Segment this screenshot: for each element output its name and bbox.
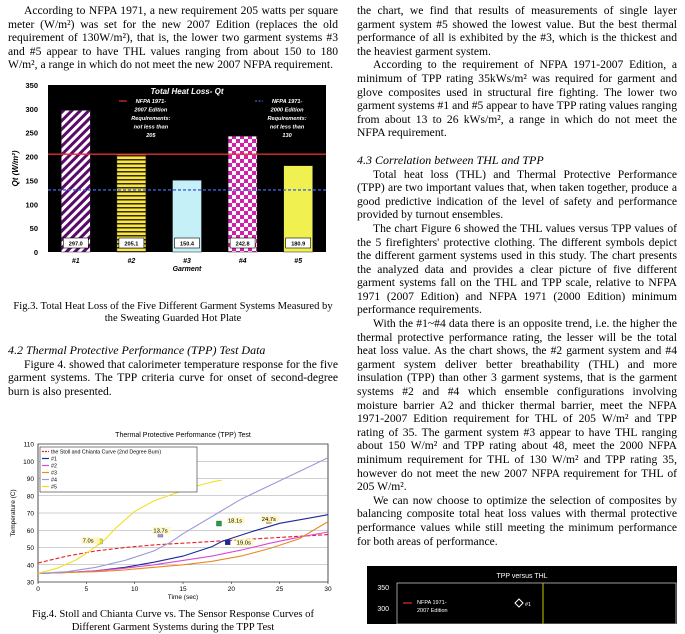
category-label: #1 (71, 257, 80, 265)
chart-title: Total Heat Loss- Qt (150, 86, 224, 96)
y-tick-label: 350 (377, 585, 389, 592)
y-tick-label: 50 (29, 224, 38, 234)
y-axis-label: Qt (W/m²) (11, 150, 20, 187)
value-label: 180.9 (291, 241, 306, 248)
y-tick-label: 200 (25, 152, 38, 162)
y-tick-label: 300 (25, 104, 38, 114)
chart-title: Thermal Protective Performance (TPP) Test (115, 432, 251, 440)
right-paragraph-3: Total heat loss (THL) and Thermal Protective Performance (TPP) are two important values that, when taken together, produce a good predictive indication of the level of safety and performance provided by turnout ensembles. (357, 167, 677, 222)
reference-legend-text: 2000 Edition (270, 107, 304, 114)
fig4-caption-1: Fig.4. Stoll and Chianta Curve vs. The Sensor Response Curves of (32, 609, 314, 621)
legend-entry: NFPA 1971- (417, 600, 447, 606)
bar-2 (117, 154, 146, 252)
right-paragraph-6: We can now choose to optimize the selection of composites by balancing composite total heat loss values with thermal protective performance values while still meeting the minimum performance for both areas of performance. (357, 493, 677, 548)
annotation-label: 19.0s (236, 540, 251, 547)
fig3-caption: Fig.3. Total Heat Loss of the Five Different Garment Systems Measured by the Sweating Guarded Hot Plate (13, 300, 333, 325)
reference-legend-text: 130 (282, 132, 292, 139)
x-tick-label: 30 (324, 586, 332, 594)
symbol-label: #1 (525, 602, 532, 608)
left-column (8, 4, 338, 634)
legend-entry: 2007 Edition (417, 608, 448, 614)
y-tick-label: 70 (26, 510, 34, 518)
chart-title: TPP versus THL (496, 573, 548, 580)
x-axis-label: Time (sec) (167, 594, 199, 602)
x-tick-label: 5 (84, 586, 89, 594)
reference-legend-text: Requirements: (131, 115, 171, 122)
annotation-label: 24.7s (261, 517, 276, 524)
section-4-2-heading: 4.2 Thermal Protective Performance (TPP) Test Data (8, 342, 266, 357)
tpp-line-chart (8, 418, 338, 606)
y-tick-label: 90 (26, 476, 34, 484)
right-column (357, 4, 677, 548)
legend-entry: #3 (51, 470, 57, 477)
left-paragraph-2: Figure 4. showed that calorimeter temperature response for the five garment systems. The TPP criteria curve for onset of second-degree burn is also presented. (8, 357, 338, 398)
annotation-marker (225, 540, 230, 545)
y-tick-label: 350 (25, 80, 38, 90)
category-label: #5 (294, 257, 303, 265)
bar-1 (61, 110, 90, 252)
y-tick-label: 150 (25, 176, 38, 186)
x-axis-label: Garment (172, 265, 202, 273)
y-tick-label: 30 (26, 579, 34, 587)
reference-legend-text: not less than (133, 124, 169, 131)
y-tick-label: 100 (25, 200, 38, 210)
legend-entry: #2 (51, 463, 57, 470)
x-tick-label: 0 (36, 586, 40, 594)
x-tick-label: 15 (179, 586, 187, 594)
category-label: #2 (127, 257, 136, 265)
y-tick-label: 250 (25, 128, 38, 138)
y-tick-label: 0 (33, 247, 38, 257)
y-tick-label: 300 (377, 606, 389, 613)
legend-entry: the Stoll and Chianta Curve (2nd Degree Burn) (51, 449, 162, 456)
category-label: #3 (183, 257, 191, 265)
y-axis-label: Temperature (C) (10, 489, 17, 538)
x-tick-label: 20 (227, 586, 235, 594)
value-label: 150.4 (180, 241, 194, 248)
right-paragraph-4: The chart Figure 6 showed the THL values versus TPP values of the 5 firefighters' protective clothing. The different symbols depict the different garment systems used in this study. The chart presents the analyzed data and provides a clear picture of five different garment systems fall on the THL and TPP scale, relative to NFPA 1971 (2007 Edition) and NFPA 1971 (2000 Edition) minimum performance requirements. (357, 221, 677, 317)
value-label: 297.0 (68, 241, 83, 248)
right-paragraph-2: According to the requirement of NFPA 1971-2007 Edition, a minimum of TPP rating 35kWs/m² was required for garment and glove composites used in structural fire fighting. The lower two garment systems #1 and #5 appear to have TPP rating values ranging from about 13 to 26 kWs/m², a range in which do not meet the NFPA requirement. (357, 58, 677, 140)
thl-bar-chart (8, 79, 338, 297)
annotation-label: 13.7s (153, 528, 168, 535)
right-paragraph-5: With the #1~#4 data there is an opposite trend, i.e. the higher the thermal protective performance rating, the lesser will be the total heat loss value. As the chart shows, the #2 garment system and #4 garment system deliver better breathability (THL) and more insulation (TPP) than other 3 garment systems, that is the garment systems #2 and #4 which ensemble configurations involving moisture barrier A2 and thicker thermal barrier, meet the NFPA 1971-2007 Edition requirement for THL of 205 W/m² and TPP rating of 35. The garment system #3 appear to have THL ranging about 150 W/m² and TPP rating about 48, meet the 2000 NFPA minimum requirement for THL of 130 W/m² and TPP rating 35, however do not meet the new 2007 NFPA requirement for THL of 205 W/m². (357, 317, 677, 494)
legend-entry: #4 (51, 477, 57, 484)
category-label: #4 (238, 257, 247, 265)
x-tick-label: 10 (131, 586, 139, 594)
tpp-vs-thl-chart (367, 566, 677, 624)
y-tick-label: 40 (26, 562, 34, 570)
y-tick-label: 80 (26, 493, 34, 501)
section-4-3-heading: 4.3 Correlation between THL and TPP (357, 152, 544, 167)
fig4-caption-2: Different Garment Systems during the TPP Test (71, 621, 275, 633)
value-label: 242.8 (235, 241, 250, 248)
y-tick-label: 60 (26, 528, 34, 536)
legend-entry: #5 (51, 484, 57, 491)
legend-entry: #1 (51, 456, 57, 463)
annotation-label: 18.1s (227, 518, 243, 525)
reference-legend-text: NFPA 1971- (271, 98, 303, 105)
annotation-marker (216, 521, 221, 526)
reference-legend-text: not less than (269, 124, 305, 131)
y-tick-label: 100 (23, 459, 34, 467)
annotation-label: 7.0s (82, 538, 94, 545)
x-tick-label: 25 (276, 586, 284, 594)
reference-legend-text: Requirements: (267, 115, 307, 122)
y-tick-label: 110 (23, 441, 34, 449)
reference-legend-text: NFPA 1971- (135, 98, 167, 105)
left-paragraph-1: According to NFPA 1971, a new requirement 205 watts per square meter (W/m²) was set for the new 2007 Edition (replaces the old requirement of 130W/m²), that is, the lower two garment systems #3 and #5 appear to have THL values ranging from about 150 to 180 W/m², a range in which do not meet the new 2007 NFPA requirement. (8, 4, 338, 72)
y-tick-label: 50 (26, 545, 34, 553)
right-paragraph-1: the chart, we find that results of measurements of single layer garment system #5 showed the lowest value. But the best thermal performance of all is exhibited by the #3, which is the thickest and the heaviest garment system. (357, 4, 677, 58)
value-label: 205.1 (124, 241, 139, 248)
reference-legend-text: 2007 Edition (134, 107, 168, 114)
reference-legend-text: 205 (146, 132, 156, 139)
